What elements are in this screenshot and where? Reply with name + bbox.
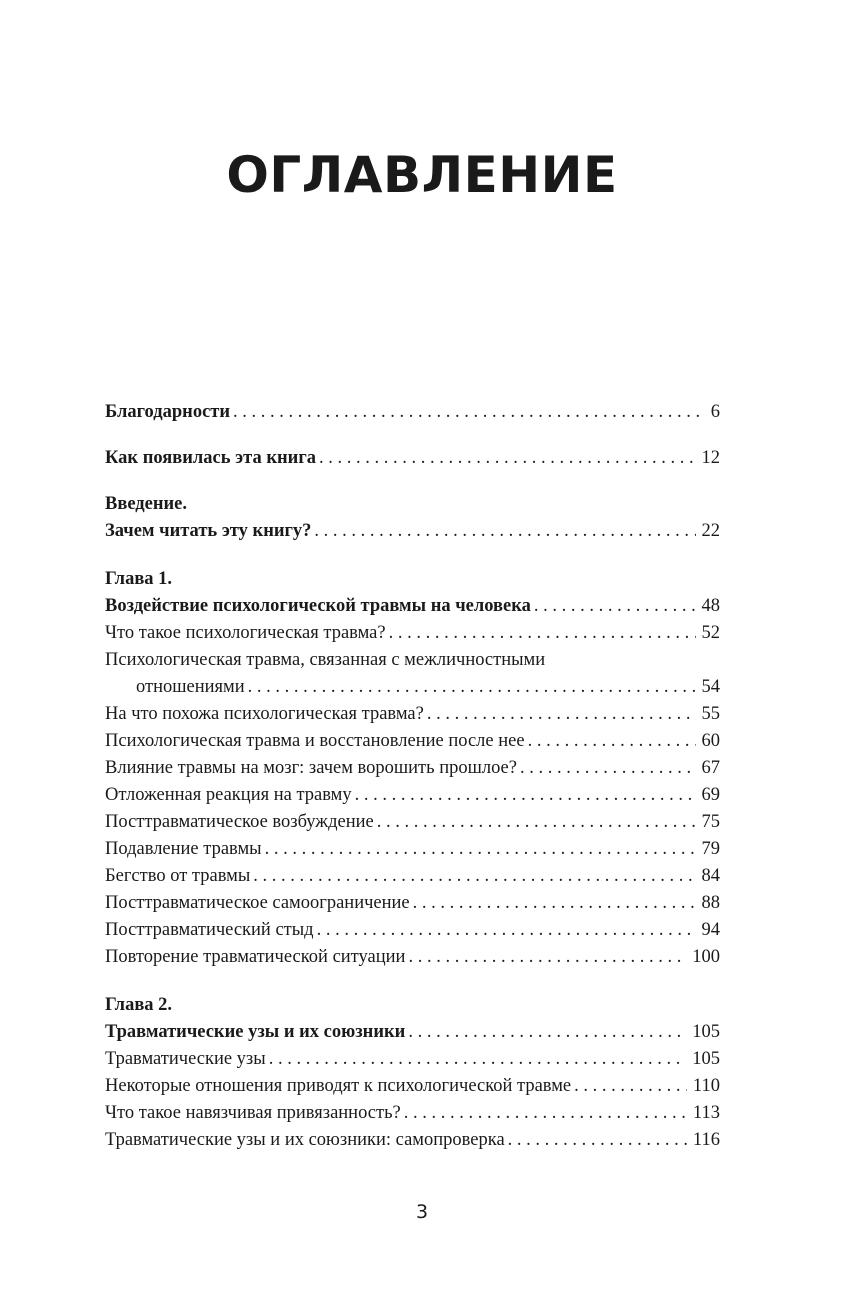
dot-leader [248,674,696,701]
toc-entry-title: Травматические узы и их союзники: самопроверка [105,1130,505,1150]
toc-entry-title: Травматические узы [105,1049,266,1069]
toc-entry-title: Посттравматический стыд [105,920,314,940]
toc-entry-page: 67 [701,758,720,778]
toc-entry-title: Благодарности [105,402,231,422]
toc-entry-title: Посттравматическое возбуждение [105,812,374,832]
toc-entry-page: 52 [701,623,720,643]
dot-leader [508,1127,687,1154]
dot-leader [265,836,696,863]
toc-entry[interactable] [105,836,720,863]
toc-entry-page: 6 [710,402,720,422]
toc-entry[interactable] [105,674,720,701]
dot-leader [355,782,696,809]
toc-entry-page: 75 [701,812,720,832]
toc-entry-page: 48 [701,596,720,616]
dot-leader [427,701,696,728]
toc-entry[interactable] [105,890,720,917]
dot-leader [253,863,695,890]
toc-entry-page: 105 [692,1022,720,1042]
dot-leader [233,399,705,426]
toc-entry-title: отношениями [136,677,245,697]
toc-entry[interactable] [105,755,720,782]
toc-entry[interactable] [105,1127,720,1154]
toc-entry-title: Воздействие психологической травмы на человека [105,596,531,616]
toc-entry-page: 94 [701,920,720,940]
dot-leader [408,944,686,971]
toc-entry[interactable] [105,1046,720,1073]
toc-entry-title: Подавление травмы [105,839,262,859]
dot-leader [404,1100,687,1127]
toc-entry-title: Посттравматическое самоограничение [105,893,410,913]
toc-entry-title: Что такое навязчивая привязанность? [105,1103,401,1123]
toc-entry[interactable] [105,647,720,674]
dot-leader [389,620,696,647]
toc-entry[interactable] [105,445,720,472]
page-title: ОГЛАВЛЕНИЕ [226,146,618,204]
toc-entry-title: Бегство от травмы [105,866,251,886]
toc-entry[interactable] [105,491,720,518]
toc-entry-title: Что такое психологическая травма? [105,623,386,643]
toc-entry[interactable] [105,1019,720,1046]
dot-leader [317,917,696,944]
toc-entry-title: Некоторые отношения приводят к психологической травме [105,1076,572,1096]
toc-entry[interactable] [105,1073,720,1100]
page-number: 3 [415,1201,429,1223]
toc-entry-title: Травматические узы и их союзники [105,1022,406,1042]
toc-entry[interactable] [105,917,720,944]
toc-entry[interactable] [105,809,720,836]
toc-entry[interactable] [105,518,720,545]
toc-entry-page: 54 [701,677,720,697]
toc-entry[interactable] [105,399,720,426]
dot-leader [377,809,696,836]
toc-entry[interactable] [105,1100,720,1127]
toc-entry[interactable] [105,593,720,620]
toc-entry-title: Психологическая травма, связанная с межличностными [105,650,546,670]
toc-entry-page: 105 [692,1049,720,1069]
dot-leader [534,593,696,620]
toc-entry-page: 79 [701,839,720,859]
dot-leader [413,890,696,917]
toc-entry-title: Зачем читать эту книгу? [105,521,312,541]
toc-entry-page: 88 [701,893,720,913]
toc-entry-page: 100 [692,947,720,967]
toc-entry-page: 113 [692,1103,720,1123]
toc-entry-title: Глава 1. [105,569,173,589]
toc-entry[interactable] [105,566,720,593]
toc-entry[interactable] [105,728,720,755]
toc-entry-title: Глава 2. [105,995,173,1015]
toc-entry[interactable] [105,992,720,1019]
toc-entry-title: Психологическая травма и восстановление после нее [105,731,525,751]
toc-entry[interactable] [105,701,720,728]
toc-entry-page: 22 [701,521,720,541]
toc-entry[interactable] [105,620,720,647]
toc-entry-page: 12 [701,448,720,468]
toc-entry-page: 110 [692,1076,720,1096]
toc-entry-title: Введение. [105,494,188,514]
toc-entry-title: Повторение травматической ситуации [105,947,406,967]
toc-entry-title: Отложенная реакция на травму [105,785,352,805]
table-of-contents [105,399,720,1154]
dot-leader [319,445,696,472]
toc-entry-page: 69 [701,785,720,805]
toc-entry-page: 55 [701,704,720,724]
dot-leader [269,1046,687,1073]
toc-entry-title: Как появилась эта книга [105,448,316,468]
dot-leader [314,518,695,545]
toc-entry[interactable] [105,944,720,971]
toc-entry-title: На что похожа психологическая травма? [105,704,424,724]
toc-entry-title: Влияние травмы на мозг: зачем ворошить прошлое? [105,758,517,778]
dot-leader [528,728,696,755]
toc-entry-page: 116 [692,1130,720,1150]
toc-entry-page: 84 [701,866,720,886]
dot-leader [574,1073,687,1100]
dot-leader [520,755,696,782]
toc-entry-page: 60 [701,731,720,751]
toc-entry[interactable] [105,782,720,809]
toc-entry[interactable] [105,863,720,890]
dot-leader [408,1019,686,1046]
